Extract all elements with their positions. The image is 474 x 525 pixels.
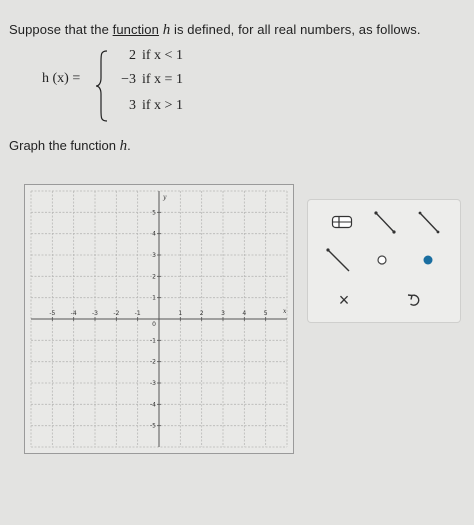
- graphing-toolbar: [308, 200, 460, 322]
- x-tick-label: 3: [221, 310, 225, 317]
- x-axis-label: x: [283, 308, 287, 315]
- case-2-condition: if x = 1: [142, 72, 183, 87]
- x-tick-label: 1: [178, 310, 183, 317]
- segment-endpoint-icon: [414, 208, 442, 236]
- prompt-suffix: is defined, for all real numbers, as follows.: [170, 22, 421, 37]
- y-tick-label: 5: [152, 209, 156, 217]
- case-3-condition: if x > 1: [142, 98, 183, 113]
- ray-icon: [324, 246, 352, 274]
- x-tick-label: -1: [134, 310, 141, 317]
- y-tick-label: 1: [152, 294, 156, 302]
- y-tick-label: 4: [152, 230, 156, 238]
- piecewise-definition: [42, 44, 242, 124]
- case-3-value: 3: [129, 98, 136, 113]
- left-brace: [95, 50, 109, 122]
- undo-tool[interactable]: [398, 286, 430, 314]
- axes: [31, 191, 287, 447]
- graph-instruction-end: .: [127, 138, 131, 153]
- graph-instruction-text: Graph the function: [9, 138, 120, 153]
- case-1-condition: if x < 1: [142, 48, 183, 63]
- y-axis-label: y: [163, 194, 167, 201]
- function-lhs: h (x) =: [42, 71, 81, 86]
- y-tick-label: -5: [150, 422, 156, 430]
- graph-instruction: [9, 138, 131, 155]
- open-point-tool[interactable]: [366, 246, 398, 274]
- case-1-value: 2: [129, 48, 136, 63]
- tick-labels: [49, 194, 287, 430]
- case-2-value: −3: [121, 72, 136, 87]
- function-link[interactable]: function: [112, 22, 159, 37]
- segment-icon: [370, 208, 398, 236]
- eraser-tool[interactable]: [326, 208, 358, 236]
- segment-tool-alt[interactable]: [412, 208, 444, 236]
- x-tick-label: -3: [92, 310, 98, 317]
- ray-tool[interactable]: [322, 246, 354, 274]
- closed-point-tool[interactable]: [412, 246, 444, 274]
- x-tick-label: 5: [263, 310, 268, 317]
- x-tick-label: -5: [49, 310, 56, 317]
- y-tick-label: -3: [150, 380, 156, 387]
- y-tick-label: -2: [150, 358, 156, 366]
- problem-statement: [9, 22, 421, 39]
- prompt-prefix: Suppose that the: [9, 22, 113, 37]
- eraser-icon: [331, 215, 353, 229]
- coordinate-grid[interactable]: [25, 185, 293, 453]
- origin-label: 0: [152, 321, 156, 328]
- open-circle-icon: [375, 253, 389, 267]
- x-tick-label: 4: [242, 310, 247, 317]
- y-tick-label: -4: [150, 401, 156, 409]
- x-tick-label: -4: [70, 310, 77, 317]
- undo-icon: [406, 292, 422, 308]
- closed-circle-icon: [421, 253, 435, 267]
- graph-function-name: h: [119, 138, 128, 154]
- segment-tool[interactable]: [368, 208, 400, 236]
- close-icon: ×: [338, 289, 350, 310]
- function-name: h: [162, 22, 171, 38]
- x-tick-label: 2: [199, 310, 204, 317]
- y-tick-label: -1: [150, 337, 156, 345]
- graph-area[interactable]: [24, 184, 294, 454]
- y-tick-label: 2: [152, 273, 156, 281]
- x-tick-label: -2: [113, 310, 120, 317]
- y-tick-label: 3: [152, 252, 156, 259]
- clear-tool[interactable]: [328, 286, 360, 314]
